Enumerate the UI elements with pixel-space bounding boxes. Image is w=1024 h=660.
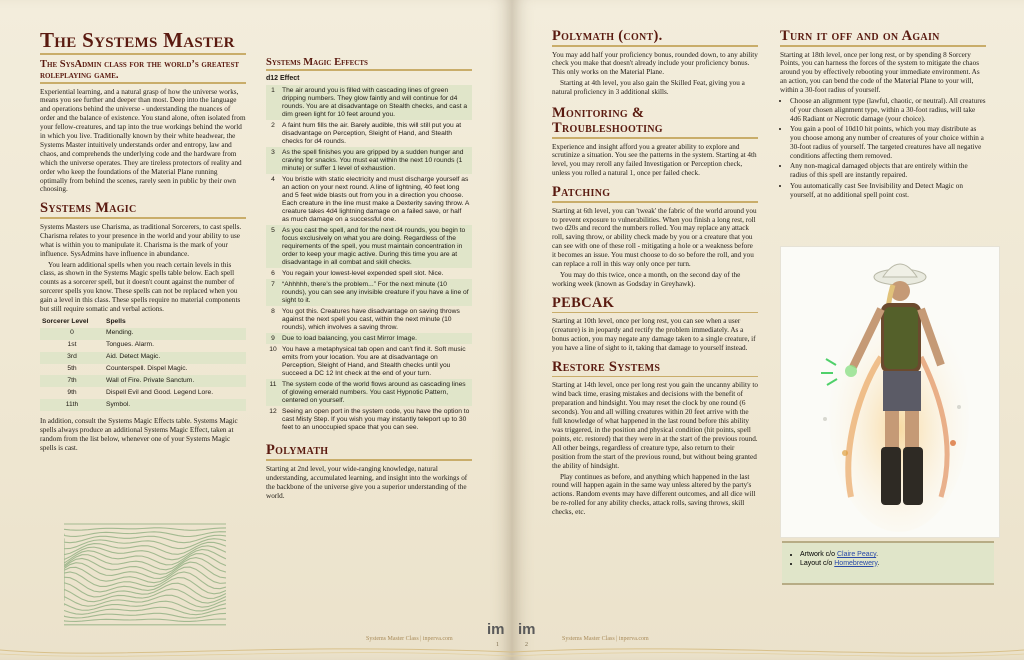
turn-off-on-bullets (780, 97, 986, 199)
effects-table-row (266, 174, 472, 225)
restore-heading: Restore Systems (552, 358, 661, 375)
decorative-wave-pattern (64, 520, 226, 632)
spell-list-cell: Aid. Detect Magic. (104, 352, 246, 364)
effects-table-row (266, 279, 472, 306)
effect-text-cell: You have a metaphysical tab open and can't find it. Soft music emits from your location. You are at disadvantage on Perception, Sleight of Hand, and Stealth checks until you succeed a DC 12 Int check at the end of your turn. (282, 345, 466, 377)
effects-table-row (266, 306, 472, 333)
spell-table-header-level: Sorcerer Level (42, 317, 89, 325)
spell-table-header-spells: Spells (106, 317, 126, 325)
right-footer: Systems Master Class | inperva.com (562, 636, 649, 642)
turn-off-on-paragraph: Starting at 18th level, once per long rest, or by spending 8 Sorcery Points, you can harness the forces of the system to mitigate the chaos around you by effectively rebooting your immediate environment. As an action, you can bend the code of the Material Plane to your will, within a 30-foot radius of yourself. (780, 50, 980, 95)
logo-right: im (518, 621, 536, 638)
effect-number-cell: 12 (269, 407, 277, 415)
character-artwork (780, 246, 1000, 538)
effect-text-cell: The system code of the world flows around as cascading lines of glowing emerald numbers. You cast Hypnotic Pattern, centered on yourself. (280, 379, 472, 406)
effects-table-row (266, 147, 472, 174)
polymath-cont-paragraph-1: You may add half your proficiency bonus, rounded down, to any ability check you make that doesn't already include your proficiency bonus. This only works on the Material Plane. (552, 50, 758, 77)
systems-magic-paragraph-1: Systems Masters use Charisma, as traditional Sorcerers, to cast spells. Charisma relates to your presence in the world and your ability to use what is within you to manipulate it. Charisma is the mark of your influence. SysAdmins have influence in abundance. (40, 222, 242, 258)
artwork-credit-label: Artwork c/o (800, 551, 837, 558)
subtitle: The SysAdmin class for the world’s greatest roleplaying game. (40, 59, 240, 81)
layout-credit-link[interactable]: Homebrewery (834, 559, 878, 567)
wave-line (64, 562, 226, 578)
left-footer: Systems Master Class | inperva.com (366, 636, 453, 642)
wave-line (64, 542, 226, 554)
document-title: The Systems Master (40, 28, 235, 52)
spell-table-row (40, 328, 246, 340)
spell-list-cell: Tongues. Alarm. (106, 341, 154, 349)
wave-line (64, 554, 226, 570)
wave-line (64, 546, 226, 560)
pebcak-heading: PEBCAK (552, 294, 615, 311)
heading-rule (552, 376, 758, 378)
spell-list-cell: Dispell Evil and Good. Legend Lore. (106, 388, 214, 396)
spell-level-cell: 11th (40, 399, 104, 411)
effect-number-cell: 7 (266, 279, 280, 306)
effects-table-row (266, 379, 472, 406)
systems-magic-paragraph-3: In addition, consult the Systems Magic Effects table. Systems Magic spells always produce an additional Systems Magic Effect, taken at random from the list below, whenever one of your Systems Magic spells is cast. (40, 417, 238, 452)
effect-text-cell: “Ahhhhh, there’s the problem...” For the next minute (10 rounds), you can see any invisible creature if you have a line of sight to it. (280, 279, 472, 306)
effect-number-cell: 2 (271, 121, 275, 129)
heading-rule (552, 312, 758, 314)
effect-text-cell: Seeing an open port in the system code, you have the option to cast Misty Step. If you wish you may instantly teleport up to 30 feet to an unoccupied space that you can see. (282, 407, 470, 431)
bullet-item: • You automatically cast See Invisibility and Detect Magic on yourself, at no additional spell point cost. (790, 182, 986, 200)
pebcak-paragraph: Starting at 10th level, once per long rest, you can see when a user (creature) is in jeopardy and rectify the problem immediately. As a bonus action, you may negate any damage taken to a single creature, if you have a line of sight to it, taking that damage to yourself instead. (552, 317, 756, 353)
polymath-paragraph: Starting at 2nd level, your wide-ranging knowledge, natural understanding, accumulated learning, and insight into the workings of the backbone of the universe give you a superior understanding of the world. (266, 464, 468, 500)
credits-box (782, 541, 994, 585)
spell-table-row (40, 340, 246, 352)
effects-column-label: d12 Effect (266, 74, 300, 82)
spell-level-cell: 9th (67, 388, 77, 396)
right-column-2 (780, 29, 986, 201)
spell-list-cell: Mending. (104, 328, 246, 340)
effect-text-cell: A faint hum fills the air. Barely audible, this will still put you at disadvantage on Perception, Sleight of Hand, and Stealth checks for d4 rounds. (282, 121, 462, 145)
spell-level-cell: 0 (40, 328, 104, 340)
effect-text-cell: You bristle with static electricity and must discharge yourself as an action on your next round. A line of lightning, 40 feet long and 5 feet wide blasts out from you in a direction you choose. Each creature in the line must make a Dexterity saving throw. A creature takes 4d4 lightning damage on a failed save, or half as much damage on a successful one. (282, 175, 469, 223)
artwork-credit-period: . (876, 551, 879, 558)
restore-paragraph-1: Starting at 14th level, once per long rest you gain the uncanny ability to wind back time, erasing mistakes and decisions with the benefit of preparation and hindsight. You may reset the clock by one round (6 seconds). You and all willing creatures within 20 feet arrive with the full knowledge of what happened in the last round before this ability was triggered, in the position and physical condition (hit points, spell points, etc. restored) that they were in at the start of the previous round. All other beings, regardless of creature type, also return to their position from the start of the previous round, but without being granted the ability of hindsight. (552, 381, 758, 470)
effect-number-cell: 5 (266, 225, 280, 268)
spell-level-cell: 5th (67, 365, 77, 373)
title-rule (40, 53, 246, 55)
spell-table-row (40, 352, 246, 364)
spell-level-cell: 1st (67, 341, 77, 349)
spell-table-row (40, 399, 246, 411)
heading-rule (40, 217, 246, 219)
polymath-cont-paragraph-2: Starting at 4th level, you also gain the Skilled Feat, giving you a natural proficiency in 3 additional skills. (552, 79, 745, 97)
heading-rule (552, 137, 758, 139)
effects-table (266, 85, 472, 433)
spell-list-cell: Symbol. (104, 399, 246, 411)
left-column-2 (266, 55, 472, 503)
effect-text-cell: You got this. Creatures have disadvantage on saving throws against the next spell you cast, within the next minute (10 rounds), which involves a saving throw. (282, 307, 460, 331)
effect-text-cell: As the spell finishes you are gripped by a sudden hunger and craving for snacks. You must eat within the next 10 rounds (1 minute) or suffer 1 level of exhaustion. (280, 147, 472, 174)
left-column-1 (40, 29, 246, 455)
patching-paragraph-2: You may do this twice, once a month, on the second day of the working week (known as Godsday in Greyhawk). (552, 271, 741, 288)
bullet-item: • Choose an alignment type (lawful, chaotic, or neutral). All creatures of your chosen alignment type, within a 30-foot radius, will take 4d6 Radiant or Necrotic damage (your choice). (790, 97, 986, 124)
left-page-bottom-flourish (0, 636, 512, 660)
monitoring-paragraph: Experience and insight afford you a greater ability to explore and scrutinize a situation. You see the patterns in the system. Starting at 4th level, you may reroll any failed Investigation or Perception check, unless you rolled a natural 1, once per failed check. (552, 142, 757, 178)
polymath-cont-heading: Polymath (cont). (552, 28, 663, 44)
restore-paragraph-2: Play continues as before, and anything which happened in the last round will happen again in the same way unless altered by the party's actions. Random events may have different outcomes, and all dice will be re-rolled for any ability checks, attack rolls, saving throws, skill checks, etc. (552, 472, 756, 517)
right-page-bottom-flourish (512, 636, 1024, 660)
character-illustration (781, 247, 999, 537)
effect-number-cell: 11 (266, 379, 280, 406)
effect-number-cell: 8 (271, 307, 275, 315)
patching-heading: Patching (552, 184, 611, 201)
effect-number-cell: 3 (266, 147, 280, 174)
effect-number-cell: 6 (271, 269, 275, 277)
effect-number-cell: 1 (266, 85, 280, 120)
logo-left: im (487, 621, 505, 638)
spell-list-cell: Wall of Fire. Private Sanctum. (104, 375, 246, 387)
effect-text-cell: As you cast the spell, and for the next d4 rounds, you begin to focus exclusively on what you are doing. Regardless of the requirements of the spell, you must maintain concentration in order to keep your magic active. During this time you are at disadvantage in all combat and skill checks. (280, 225, 472, 268)
effect-text-cell: The air around you is filled with cascading lines of green dripping numbers. They glow faintly and will continue for d4 rounds. You are at disadvantage on Stealth checks, and cast a dim green light for 10 feet around you. (280, 85, 472, 120)
layout-credit (800, 560, 994, 567)
effect-number-cell: 10 (269, 345, 277, 353)
effect-text-cell: Due to load balancing, you cast Mirror Image. (280, 333, 472, 344)
effects-table-row (266, 344, 472, 379)
spell-table-row (40, 375, 246, 387)
effect-number-cell: 4 (271, 175, 275, 183)
effects-table-row (266, 225, 472, 268)
heading-rule (266, 459, 472, 461)
patching-paragraph-1: Starting at 6th level, you can 'tweak' the fabric of the world around you to prevent exposure to vulnerabilities. When you finish a long rest, roll two d20s and record the numbers rolled. You may replace any attack roll, saving throw, or ability check made by you or a creature that you can see with one of these roll - mitigating a hole or a weakness before it becomes an issue. You must choose to do so before the roll, and you can replace a roll in this way only once per turn. (552, 206, 757, 269)
polymath-heading: Polymath (266, 442, 329, 459)
wave-line (64, 619, 226, 621)
systems-magic-heading: Systems Magic (40, 200, 137, 217)
spell-table (40, 317, 246, 411)
effect-text-cell: You regain your lowest-level expended spell slot. Nice. (282, 269, 444, 277)
wave-line (64, 528, 226, 530)
bullet-item: • Any non-magical damaged objects that are entirely within the radius of this spell are instantly repaired. (790, 162, 986, 180)
right-page-number: 2 (525, 642, 528, 648)
artwork-credit (800, 551, 994, 558)
spell-table-row (40, 364, 246, 376)
layout-credit-label: Layout c/o (800, 559, 835, 567)
spell-table-row (40, 387, 246, 399)
wave-line (64, 532, 226, 537)
turn-off-on-heading: Turn it off and on Again (780, 28, 940, 44)
effect-number-cell: 9 (266, 333, 280, 344)
artwork-credit-link[interactable]: Claire Peacy (836, 551, 877, 558)
right-column-1 (552, 29, 758, 519)
effects-table-row (266, 85, 472, 120)
intro-paragraph: Experiential learning, and a natural grasp of how the universe works, means you see further and deeper than most. Deep into the language and operations behind the universe - understanding the nuances of order and the balance of existence. You stand alone, often isolated from your fellow-creatures, and tap into the true workings behind the world in which you live. Traditionally known by their white headwear, the Systems Master intuitively understands order and entropy, law and chaos, and comprehends the underlying code and the hardware from which the universe operates. They are tireless protectors of reality and order who keep the foundations of the Material Plane running optimally from behind the scenes, rarely seen in public by their own choosing. (40, 87, 246, 194)
spell-level-cell: 7th (40, 375, 104, 387)
monitoring-heading: Monitoring & Troubleshooting (552, 105, 663, 137)
heading-rule (552, 201, 758, 203)
heading-rule (552, 45, 758, 47)
bullet-item: • You gain a pool of 10d10 hit points, which you may distribute as you choose among any number of creatures of your choice within a 30-foot radius of yourself. The targeted creatures have all negative conditions affecting them removed. (790, 125, 986, 161)
effects-heading-rule (266, 69, 472, 71)
left-page-number: 1 (496, 642, 499, 648)
heading-rule (780, 45, 986, 47)
effects-table-row (266, 268, 472, 279)
effects-table-heading: Systems Magic Effects (266, 57, 368, 68)
systems-magic-paragraph-2: You learn additional spells when you reach certain levels in this class, as shown in the Systems Magic spells table below. Each spell counts as a sorcerer spell, but it doesn't count against the number of sorcerer spells you know. These spells can not be replaced when you gain a level in this class. These spells require no material components but still require somatic and verbal actions. (40, 260, 241, 314)
spell-list-cell: Counterspell. Dispel Magic. (106, 365, 188, 373)
subtitle-rule (40, 82, 246, 84)
layout-credit-period: . (877, 559, 880, 567)
spell-level-cell: 3rd (40, 352, 104, 364)
effects-table-row (266, 120, 472, 147)
effects-table-row (266, 406, 472, 433)
effects-table-row (266, 333, 472, 344)
